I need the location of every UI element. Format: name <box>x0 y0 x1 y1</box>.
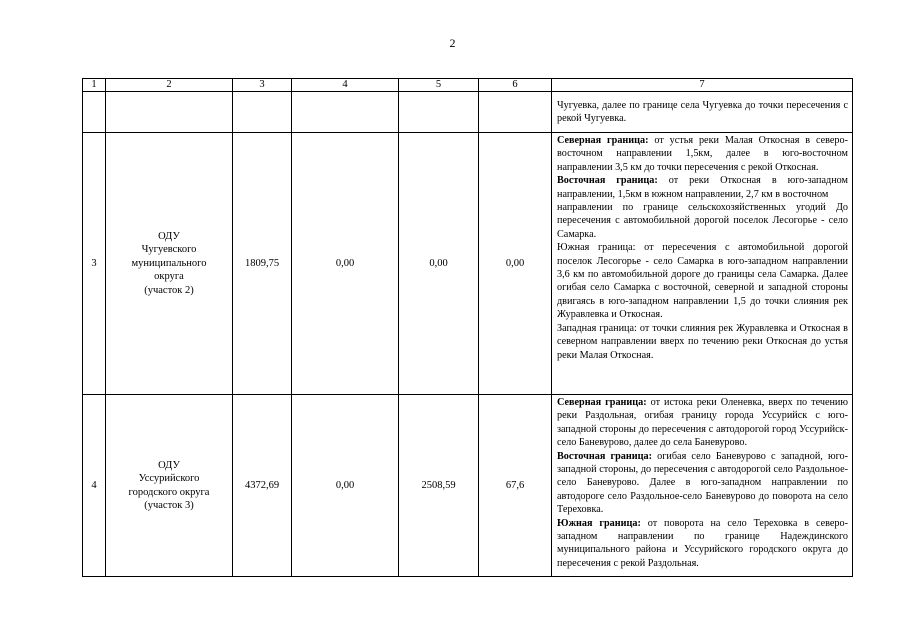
col-header: 3 <box>233 79 292 92</box>
table-cell <box>106 92 233 133</box>
description-paragraph <box>557 450 848 517</box>
area-name-line: ОДУ <box>158 459 180 471</box>
col-header: 1 <box>83 79 106 92</box>
value-cell: 0,00 <box>292 133 399 395</box>
col-header: 7 <box>552 79 853 92</box>
table-cell <box>479 92 552 133</box>
description-paragraph <box>557 134 848 174</box>
area-name-line: (участок 3) <box>144 500 194 511</box>
boundary-label: Северная граница: <box>557 397 647 408</box>
boundary-description <box>552 395 853 577</box>
boundary-description <box>552 133 853 395</box>
row-number: 3 <box>83 133 106 395</box>
area-name-line: Чугуевского <box>141 244 197 256</box>
area-name <box>106 133 233 395</box>
description-paragraph <box>557 201 848 241</box>
table-row <box>83 133 853 395</box>
value-cell: 0,00 <box>292 395 399 577</box>
description-paragraph <box>557 517 848 571</box>
header-row <box>83 79 853 92</box>
value-cell: 2508,59 <box>399 395 479 577</box>
col-header: 6 <box>479 79 552 92</box>
boundary-label: Восточная граница: <box>557 450 652 462</box>
boundary-label: Северная граница: <box>557 135 649 146</box>
value-cell: 0,00 <box>399 133 479 395</box>
area-name-line: (участок 2) <box>144 284 194 296</box>
boundaries-table <box>82 78 853 577</box>
value-cell: 67,6 <box>479 395 552 577</box>
page-number: 2 <box>449 36 456 50</box>
col-header: 4 <box>292 79 399 92</box>
boundary-text: Южная граница: от пересечения с автомобильной дорогой поселок Лесогорье - село Самарка в юго-западном направлении 3,6 км по автомобильной дороге до границы села Самарка. Далее огибая село Самарка с восточной, северной и западной стороны двигаясь в юго-западном направлении 1,5 до точки слияния рек Журавлевка и Откосная. <box>557 242 848 321</box>
boundary-text: от истока реки Оленевка, вверх по течению реки Раздольная, огибая границу города Уссурийск с юго-западной стороны до пересечения с автодорогой город Уссурийск-село Баневурово, далее до села Баневурово. <box>557 397 848 449</box>
boundary-text: от устья реки Малая Откосная в северо-восточном направлении 1,5км, далее в юго-восточном направлении 3,5 км до точки пересечения с рекой Откосная. <box>557 135 849 173</box>
boundary-text: Западная граница: от точки слияния рек Журавлевка и Откосная в северном направлении вверх по течению реки Откосная до устья реки Малая Откосная. <box>557 322 848 361</box>
area-name-line: городского округа <box>128 486 210 498</box>
boundary-text: направлении по границе сельскохозяйственных угодий До пересечения с автомобильной дорогой поселок Лесогорье - село Самарка. <box>557 202 848 240</box>
boundary-label: Южная граница: <box>557 517 641 529</box>
area-name-line: Уссурийского <box>138 473 200 484</box>
boundary-description <box>552 92 853 133</box>
value-cell: 4372,69 <box>233 395 292 577</box>
boundary-label: Восточная граница: <box>557 175 658 187</box>
boundary-text: от реки Откосная в юго-западном направлении, 1,5км в южном направлении, 2,7 км в восточном <box>557 175 848 200</box>
description-paragraph <box>557 322 848 362</box>
description-text: Чугуевка, далее по границе села Чугуевка до точки пересечения с рекой Чугуевка. <box>557 100 848 125</box>
table-cell <box>233 92 292 133</box>
row-number: 4 <box>83 395 106 577</box>
col-header: 2 <box>106 79 233 92</box>
area-name-line: ОДУ <box>158 230 180 242</box>
table-row <box>83 395 853 577</box>
area-name-line: округа <box>154 271 184 283</box>
description-paragraph <box>557 396 848 450</box>
table-cell <box>83 92 106 133</box>
col-header: 5 <box>399 79 479 92</box>
value-cell: 0,00 <box>479 133 552 395</box>
area-name-line: муниципального <box>131 257 207 269</box>
value-cell: 1809,75 <box>233 133 292 395</box>
table-cell <box>399 92 479 133</box>
boundary-text: от поворота на село Тереховка в северо-западном направлении по границе Надеждинского муниципального района и Уссурийского городского округа до пересечения с рекой Раздольная. <box>557 517 848 569</box>
table-cell <box>292 92 399 133</box>
continuation-row <box>83 92 853 133</box>
description-paragraph <box>557 174 848 201</box>
description-paragraph <box>557 241 848 321</box>
boundary-text: огибая село Баневурово с западной, юго-западной стороны, до пересечения с автодорогой село Раздольное-село Баневурово. Далее в юго-западном направлении по автодороге село Раздольное-село Баневурово до поворота на село Тереховка. <box>557 450 849 516</box>
area-name <box>106 395 233 577</box>
